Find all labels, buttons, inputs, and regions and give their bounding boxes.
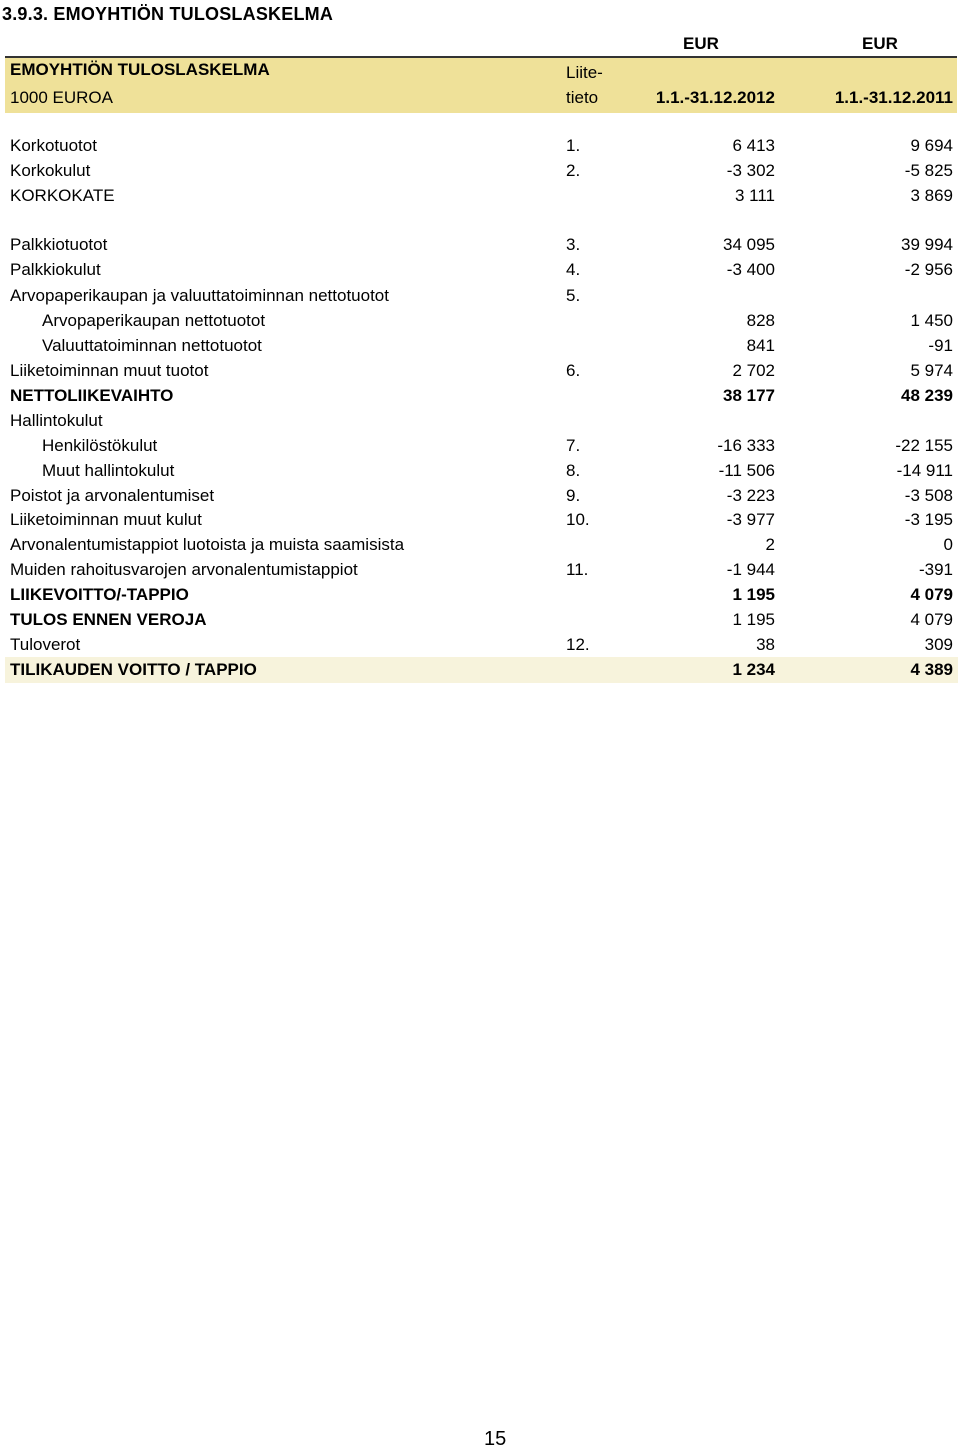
- row-value-2012: -11 506: [718, 461, 775, 480]
- row-note: 4.: [566, 260, 581, 279]
- table-row: [0, 257, 960, 282]
- table-row: [0, 532, 960, 557]
- table-row: [0, 408, 960, 433]
- row-note: 5.: [566, 286, 581, 305]
- row-label: Tuloverot: [10, 635, 81, 654]
- row-value-2011: -3 195: [904, 510, 953, 529]
- table-row: [0, 458, 960, 483]
- row-value-2011: -5 825: [904, 161, 953, 180]
- row-value-2011: 4 079: [910, 585, 953, 604]
- note-header-line2: tieto: [566, 88, 599, 107]
- row-label: KORKOKATE: [10, 186, 115, 205]
- row-value-2011: 309: [924, 635, 953, 654]
- table-row: [0, 433, 960, 458]
- row-value-2012: -3 977: [726, 510, 775, 529]
- row-note: 6.: [566, 361, 581, 380]
- row-value-2012: 3 111: [734, 186, 775, 205]
- row-value-2012: 1 234: [732, 660, 775, 679]
- row-label: Henkilöstökulut: [42, 436, 158, 455]
- statement-title: EMOYHTIÖN TULOSLASKELMA: [10, 60, 270, 79]
- table-row: [0, 308, 960, 333]
- row-value-2011: 48 239: [901, 386, 953, 405]
- row-label: Valuuttatoiminnan nettotuotot: [42, 336, 262, 355]
- table-row: [0, 557, 960, 582]
- table-row: [0, 582, 960, 607]
- row-value-2011: 3 869: [910, 186, 953, 205]
- page-number: 15: [484, 1428, 507, 1450]
- row-value-2012: 6 413: [732, 136, 775, 155]
- row-label: Liiketoiminnan muut tuotot: [10, 361, 209, 380]
- row-label: TULOS ENNEN VEROJA: [10, 610, 207, 629]
- row-value-2012: 1 195: [732, 610, 775, 629]
- table-row: [0, 383, 960, 408]
- row-value-2012: -16 333: [717, 436, 775, 455]
- row-value-2012: 1 195: [732, 585, 775, 604]
- row-label: Muut hallintokulut: [42, 461, 175, 480]
- row-value-2012: -3 400: [726, 260, 775, 279]
- row-note: 2.: [566, 161, 581, 180]
- table-row: [0, 657, 960, 682]
- row-label: Korkokulut: [10, 161, 91, 180]
- row-value-2012: -3 302: [726, 161, 775, 180]
- row-label: Arvonalentumistappiot luotoista ja muista saamisista: [10, 535, 405, 554]
- row-note: 12.: [566, 635, 590, 654]
- unit-label: 1000 EUROA: [10, 88, 113, 107]
- period-2012: 1.1.-31.12.2012: [655, 88, 775, 107]
- period-2011: 1.1.-31.12.2011: [834, 88, 953, 107]
- row-label: Arvopaperikaupan ja valuuttatoiminnan nettotuotot: [10, 286, 389, 305]
- row-value-2011: 1 450: [910, 311, 953, 330]
- row-value-2011: -91: [928, 336, 953, 355]
- row-value-2011: 9 694: [910, 136, 953, 155]
- note-header-line1: Liite-: [566, 63, 603, 82]
- row-value-2012: 828: [746, 311, 775, 330]
- row-value-2011: 39 994: [901, 235, 953, 254]
- row-label: Poistot ja arvonalentumiset: [10, 486, 215, 505]
- table-row: [0, 183, 960, 208]
- row-value-2011: -22 155: [895, 436, 953, 455]
- row-value-2012: -1 944: [726, 560, 775, 579]
- row-label: Korkotuotot: [10, 136, 97, 155]
- row-label: Hallintokulut: [10, 411, 103, 430]
- row-value-2012: -3 223: [726, 486, 775, 505]
- table-row: [0, 158, 960, 183]
- row-note: 3.: [566, 235, 581, 254]
- table-row: [0, 483, 960, 508]
- row-label: NETTOLIIKEVAIHTO: [10, 386, 174, 405]
- row-value-2012: 38 177: [723, 386, 775, 405]
- row-label: Arvopaperikaupan nettotuotot: [42, 311, 266, 330]
- row-label: LIIKEVOITTO/-TAPPIO: [10, 585, 189, 604]
- row-note: 10.: [566, 510, 590, 529]
- row-label: Palkkiokulut: [10, 260, 101, 279]
- row-value-2012: 2 702: [732, 361, 775, 380]
- row-value-2012: 38: [756, 635, 775, 654]
- row-note: 7.: [566, 436, 581, 455]
- row-value-2011: 4 389: [910, 660, 953, 679]
- section-title: 3.9.3. EMOYHTIÖN TULOSLASKELMA: [2, 4, 334, 24]
- row-note: 8.: [566, 461, 581, 480]
- row-label: Liiketoiminnan muut kulut: [10, 510, 202, 529]
- row-value-2012: 841: [746, 336, 775, 355]
- row-value-2011: -14 911: [896, 461, 953, 480]
- row-value-2011: -3 508: [904, 486, 953, 505]
- row-value-2012: 2: [765, 535, 775, 554]
- table-row: [0, 333, 960, 358]
- currency-2012: EUR: [683, 34, 719, 53]
- table-row: [0, 507, 960, 532]
- table-row: [0, 607, 960, 632]
- row-value-2011: 5 974: [910, 361, 953, 380]
- row-value-2011: 0: [943, 535, 953, 554]
- row-note: 1.: [566, 136, 581, 155]
- currency-2011: EUR: [862, 34, 898, 53]
- row-value-2011: -2 956: [904, 260, 953, 279]
- row-value-2011: 4 079: [910, 610, 953, 629]
- row-note: 11.: [566, 560, 589, 579]
- row-value-2012: 34 095: [723, 235, 775, 254]
- row-label: TILIKAUDEN VOITTO / TAPPIO: [10, 660, 257, 679]
- table-row: [0, 232, 960, 257]
- table-row: [0, 632, 960, 657]
- row-note: 9.: [566, 486, 581, 505]
- row-value-2011: -391: [918, 560, 953, 579]
- row-label: Palkkiotuotot: [10, 235, 108, 254]
- table-row: [0, 358, 960, 383]
- row-label: Muiden rahoitusvarojen arvonalentumistappiot: [10, 560, 358, 579]
- table-row: [0, 283, 960, 308]
- table-row: [0, 133, 960, 158]
